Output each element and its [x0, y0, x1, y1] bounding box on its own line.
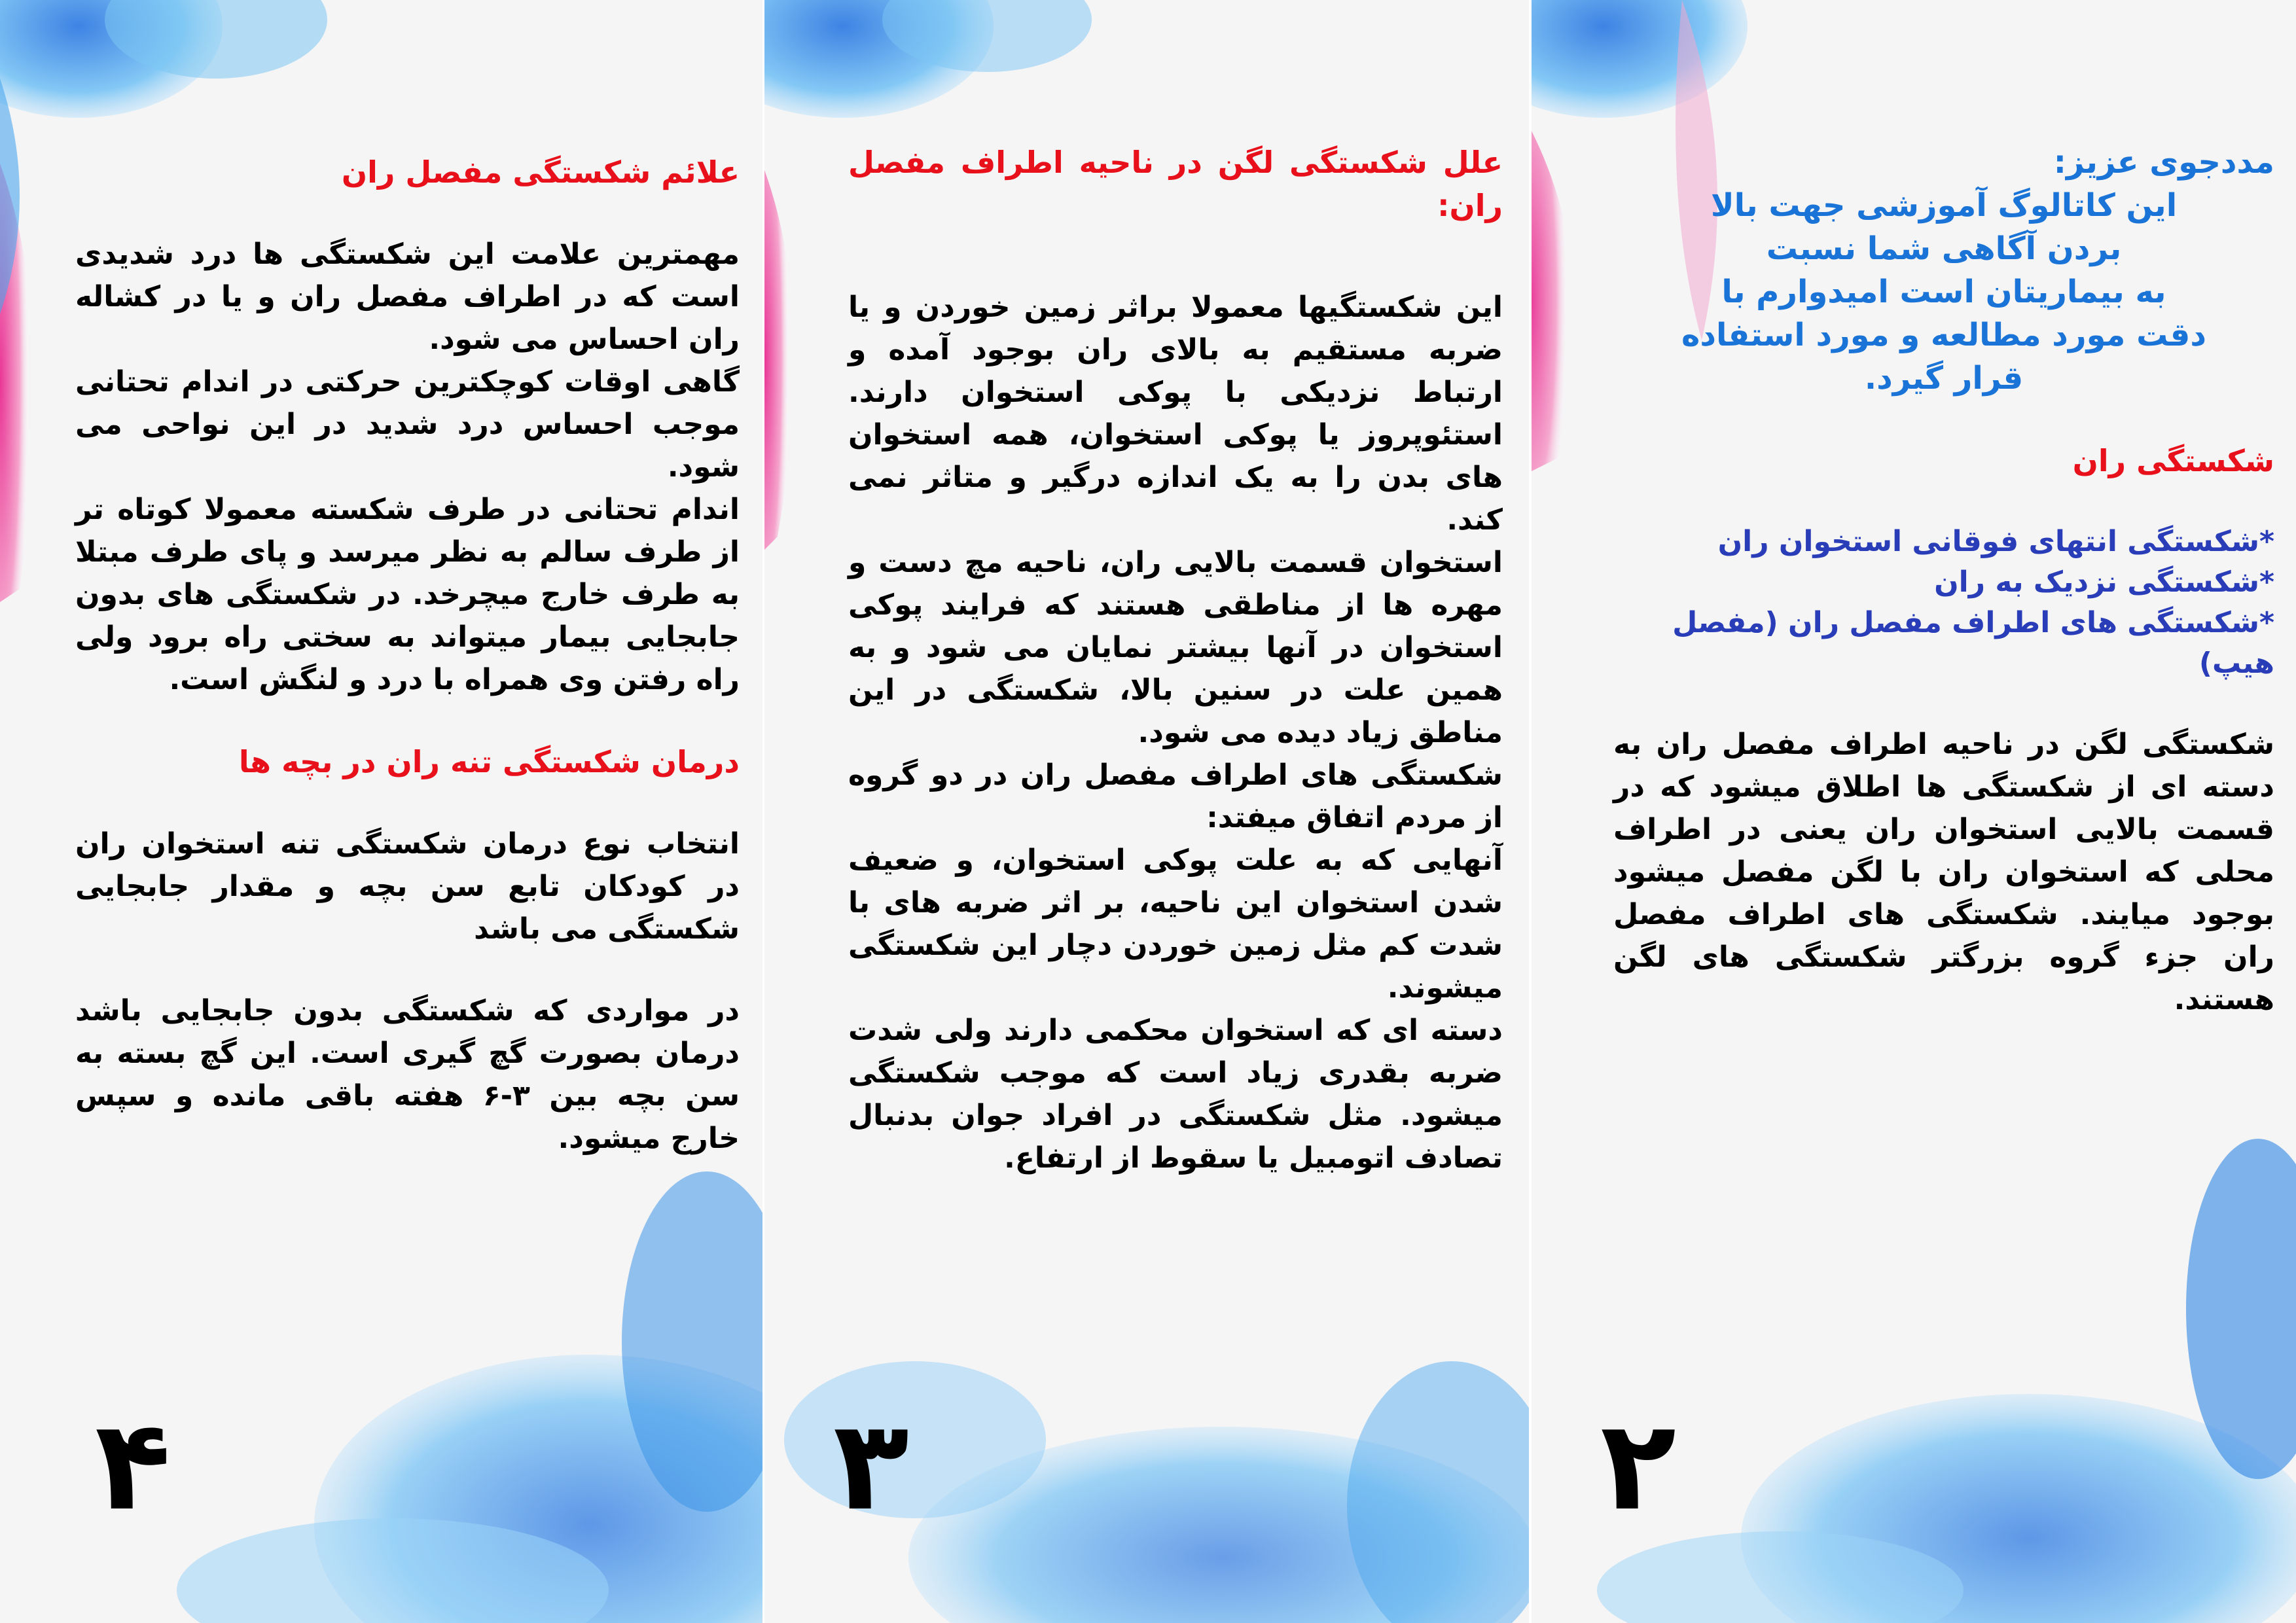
paragraph: شکستگی لگن در ناحیه اطراف مفصل ران به دسته ای از شکستگی ها اطلاق میشود که در قسمت بالایی استخوان ران یعنی در اطراف محلی که استخوان ران با لگن مفصل میشود بوجود میایند. شکستگی های اطراف مفصل ران جزء گروه بزرگتر شکستگی های لگن هستند. — [1613, 728, 2274, 1016]
paragraph: آنهایی که به علت پوکی استخوان، و ضعیف شدن استخوان این ناحیه، بر اثر ضربه های با شدت کم مثل زمین خوردن دچار این شکستگی میشوند. — [848, 844, 1503, 1005]
heading-fracture-causes: علل شکستگی لگن در ناحیه اطراف مفصل ران: — [848, 145, 1503, 223]
list-item: *شکستگی انتهای فوقانی استخوان ران — [1717, 525, 2274, 558]
intro-line: این کاتالوگ آموزشی جهت بالا — [1710, 187, 2178, 224]
panel-3-content — [848, 141, 1503, 1179]
heading-child-treatment: درمان شکستگی تنه ران در بچه ها — [238, 744, 740, 779]
page-panel-2 — [1532, 0, 2296, 1623]
paragraph: مهمترین علامت این شکستگی ها درد شدیدی است که در اطراف مفصل ران و یا در کشاله ران احساس می شود. — [75, 238, 740, 356]
intro-line: به بیماریتان است امیدوارم با — [1721, 274, 2166, 310]
greeting-title: مددجوی عزیز: — [2053, 144, 2274, 181]
list-item: *شکستگی های اطراف مفصل ران (مفصل هیپ) — [1672, 606, 2274, 680]
list-item: *شکستگی نزدیک به ران — [1934, 565, 2274, 599]
paragraph: این شکستگیها معمولا براثر زمین خوردن و یا ضربه مستقیم به بالای ران بوجود آمده و ارتباط نزدیکی با پوکی استخوان دارند. استئوپروز یا پوکی استخوان، همه استخوان های بدن را به یک اندازه درگیر و متاثر نمی کند. — [848, 291, 1503, 537]
page-panel-3 — [764, 0, 1529, 1623]
heading-femur-fracture: شکستگی ران — [2072, 443, 2274, 478]
paragraph: استخوان قسمت بالایی ران، ناحیه مچ دست و مهره ها از مناطقی هستند که فرایند پوکی استخوان در آنها بیشتر نمایان می شود و به همین علت در سنین بالا، شکستگی در این مناطق زیاد دیده می شود. — [848, 546, 1503, 749]
paragraph: شکستگی های اطراف مفصل ران در دو گروه از مردم اتفاق میفتد: — [848, 758, 1503, 834]
page-number: ۳ — [833, 1393, 909, 1538]
panel-4-content — [75, 151, 740, 1160]
intro-line: بردن آگاهی شما نسبت — [1766, 230, 2122, 267]
page-panel-4 — [0, 0, 764, 1623]
fracture-types-list — [1613, 522, 2274, 684]
intro-line: دقت مورد مطالعه و مورد استفاده — [1681, 317, 2206, 353]
paragraph: دسته ای که استخوان محکمی دارند ولی شدت ضربه بقدری زیاد است که موجب شکستگی میشود. مثل شکستگی در افراد جوان بدنبال تصادف اتومبیل یا سقوط از ارتفاع. — [848, 1014, 1503, 1175]
panel-2-content — [1613, 141, 2274, 1021]
heading-fracture-symptoms: علائم شکستگی مفصل ران — [341, 154, 740, 190]
intro-line: قرار گیرد. — [1864, 360, 2024, 397]
paragraph: در مواردی که شکستگی بدون جابجایی باشد درمان بصورت گچ گیری است. این گچ بسته به سن بچه بین ۳-۶ هفته باقی مانده و سپس خارج میشود. — [75, 994, 740, 1155]
page-number: ۴ — [95, 1393, 171, 1538]
paragraph: انتخاب نوع درمان شکستگی تنه استخوان ران در کودکان تابع سن بچه و مقدار جابجایی شکستگی می باشد — [75, 827, 740, 946]
paragraph: اندام تحتانی در طرف شکسته معمولا کوتاه تر از طرف سالم به نظر میرسد و پای طرف مبتلا به طرف خارج میچرخد. در شکستگی های بدون جابجایی بیمار میتواند به سختی راه برود ولی راه رفتن وی همراه با درد و لنگش است. — [75, 493, 740, 696]
page-number: ۲ — [1600, 1393, 1676, 1538]
paragraph: گاهی اوقات کوچکترین حرکتی در اندام تحتانی موجب احساس درد شدید در این نواحی می شود. — [75, 365, 740, 484]
